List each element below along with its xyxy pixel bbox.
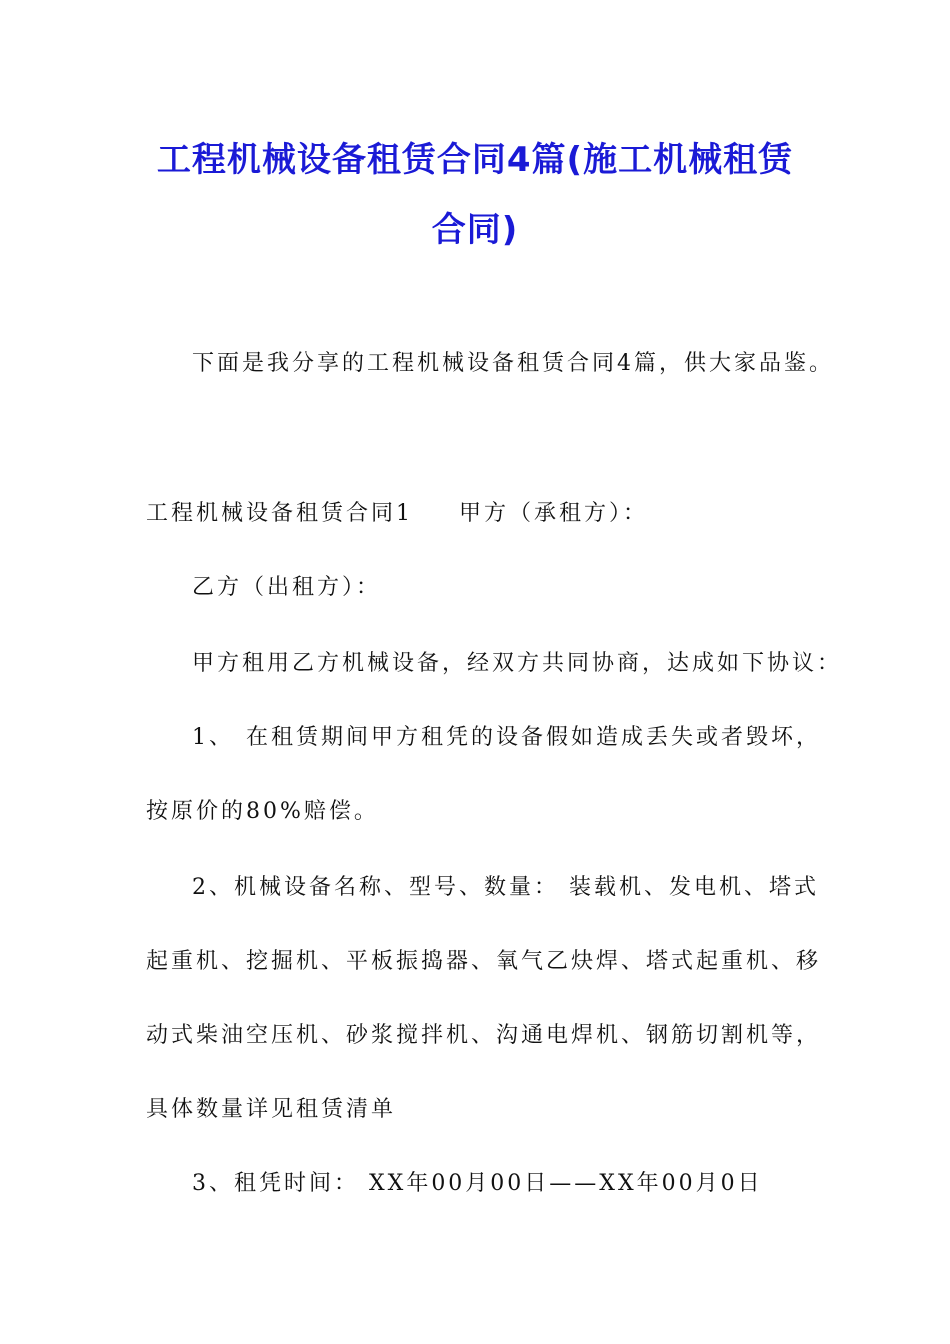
party-b-label: 乙方（出租方）：	[192, 575, 382, 600]
clause-1-line-1	[192, 720, 821, 751]
clause-2-line-1: 2、机械设备名称、型号、数量： 装载机、发电机、塔式	[192, 875, 819, 900]
section-1-heading-line	[146, 496, 648, 527]
document-title-line-2: 合同)	[431, 210, 519, 250]
clause-2-line-3: 动式柴油空压机、砂浆搅拌机、沟通电焊机、钢筋切割机等，	[146, 1023, 822, 1048]
agreement-intro: 甲方租用乙方机械设备，经双方共同协商，达成如下协议：	[192, 651, 843, 676]
clause-3-line-1: 3、租凭时间： XX年00月00日——XX年00月0日	[192, 1171, 763, 1196]
intro-paragraph: 下面是我分享的工程机械设备租赁合同4篇，供大家品鉴。	[192, 351, 834, 376]
party-a-label: 甲方（承租方）：	[459, 501, 649, 526]
clause-2-line-4: 具体数量详见租赁清单	[146, 1097, 397, 1122]
clause-1-line-2: 按原价的80%赔偿。	[146, 799, 379, 824]
section-1-heading: 工程机械设备租赁合同1	[146, 501, 413, 526]
clause-1-number: 1、	[192, 725, 234, 750]
clause-2-line-2: 起重机、挖掘机、平板振捣器、氧气乙炔焊、塔式起重机、移	[146, 949, 822, 974]
clause-1-text: 在租赁期间甲方租凭的设备假如造成丢失或者毁坏，	[246, 725, 822, 750]
document-title-line-1: 工程机械设备租赁合同4篇(施工机械租赁	[156, 140, 794, 180]
